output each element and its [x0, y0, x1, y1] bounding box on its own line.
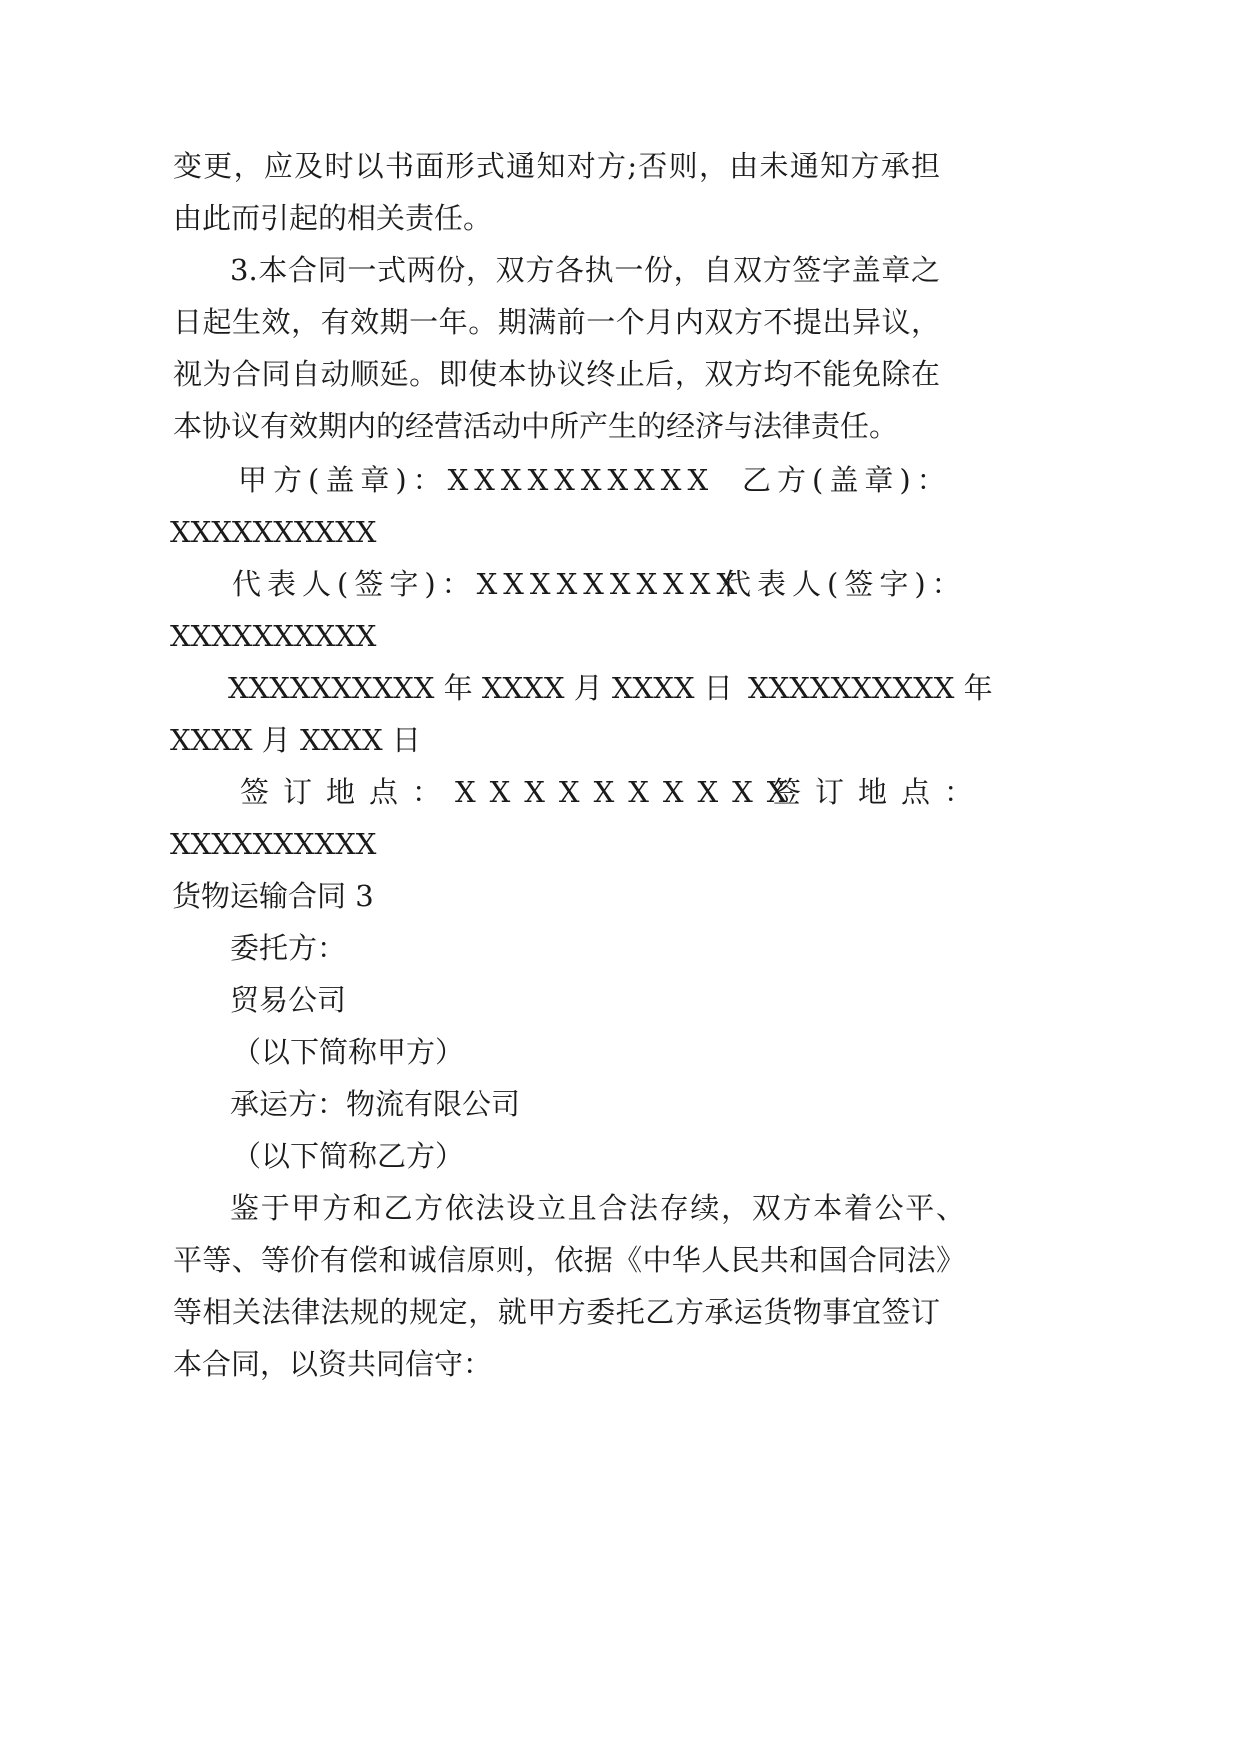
- party-a-representative: 代表人(签字)：XXXXXXXXXX: [232, 567, 744, 601]
- carrier-alias: （以下简称乙方）: [232, 1139, 465, 1173]
- clause-3-line-4: 本协议有效期内的经营活动中所产生的经济与法律责任。: [173, 409, 899, 443]
- preamble-line-2: 平等、等价有偿和诚信原则，依据《中华人民共和国合同法》: [173, 1243, 965, 1277]
- party-b-representative-value: XXXXXXXXXX: [170, 619, 377, 653]
- party-b-signing-place: 签订地点：: [772, 775, 988, 809]
- party-a-date: XXXXXXXXXX 年 XXXX 月 XXXX 日: [228, 671, 733, 705]
- party-b-representative: 代表人(签字)：: [722, 567, 967, 601]
- preamble-line-4: 本合同，以资共同信守：: [173, 1347, 493, 1381]
- party-a-seal: 甲方(盖章)：XXXXXXXXXX: [238, 463, 715, 497]
- clause-2-line-1: 变更，应及时以书面形式通知对方;否则，由未通知方承担: [173, 149, 940, 183]
- party-b-seal-value: XXXXXXXXXX: [170, 515, 377, 549]
- consignor-alias: （以下简称甲方）: [232, 1035, 465, 1069]
- party-b-signing-place-value: XXXXXXXXXX: [170, 827, 377, 861]
- consignor-label: 委托方：: [230, 931, 347, 965]
- preamble-line-1: 鉴于甲方和乙方依法设立且合法存续，双方本着公平、: [230, 1191, 965, 1225]
- clause-3-line-1: 3.本合同一式两份，双方各执一份，自双方签字盖章之: [230, 253, 940, 287]
- party-a-signing-place: 签订地点：XXXXXXXXXX: [240, 775, 802, 809]
- contract-3-title: 货物运输合同 3: [172, 879, 374, 913]
- clause-3-line-2: 日起生效，有效期一年。期满前一个月内双方不提出异议，: [173, 305, 940, 339]
- party-b-date: XXXXXXXXXX 年: [748, 671, 993, 705]
- party-b-date-continued: XXXX 月 XXXX 日: [170, 723, 421, 757]
- clause-2-line-2: 由此而引起的相关责任。: [173, 201, 493, 235]
- carrier-line: 承运方：物流有限公司: [230, 1087, 521, 1121]
- preamble-line-3: 等相关法律法规的规定，就甲方委托乙方承运货物事宜签订: [173, 1295, 940, 1329]
- consignor-name: 贸易公司: [230, 983, 347, 1017]
- clause-3-line-3: 视为合同自动顺延。即使本协议终止后，双方均不能免除在: [173, 357, 940, 391]
- party-b-seal: 乙方(盖章)：: [742, 463, 952, 497]
